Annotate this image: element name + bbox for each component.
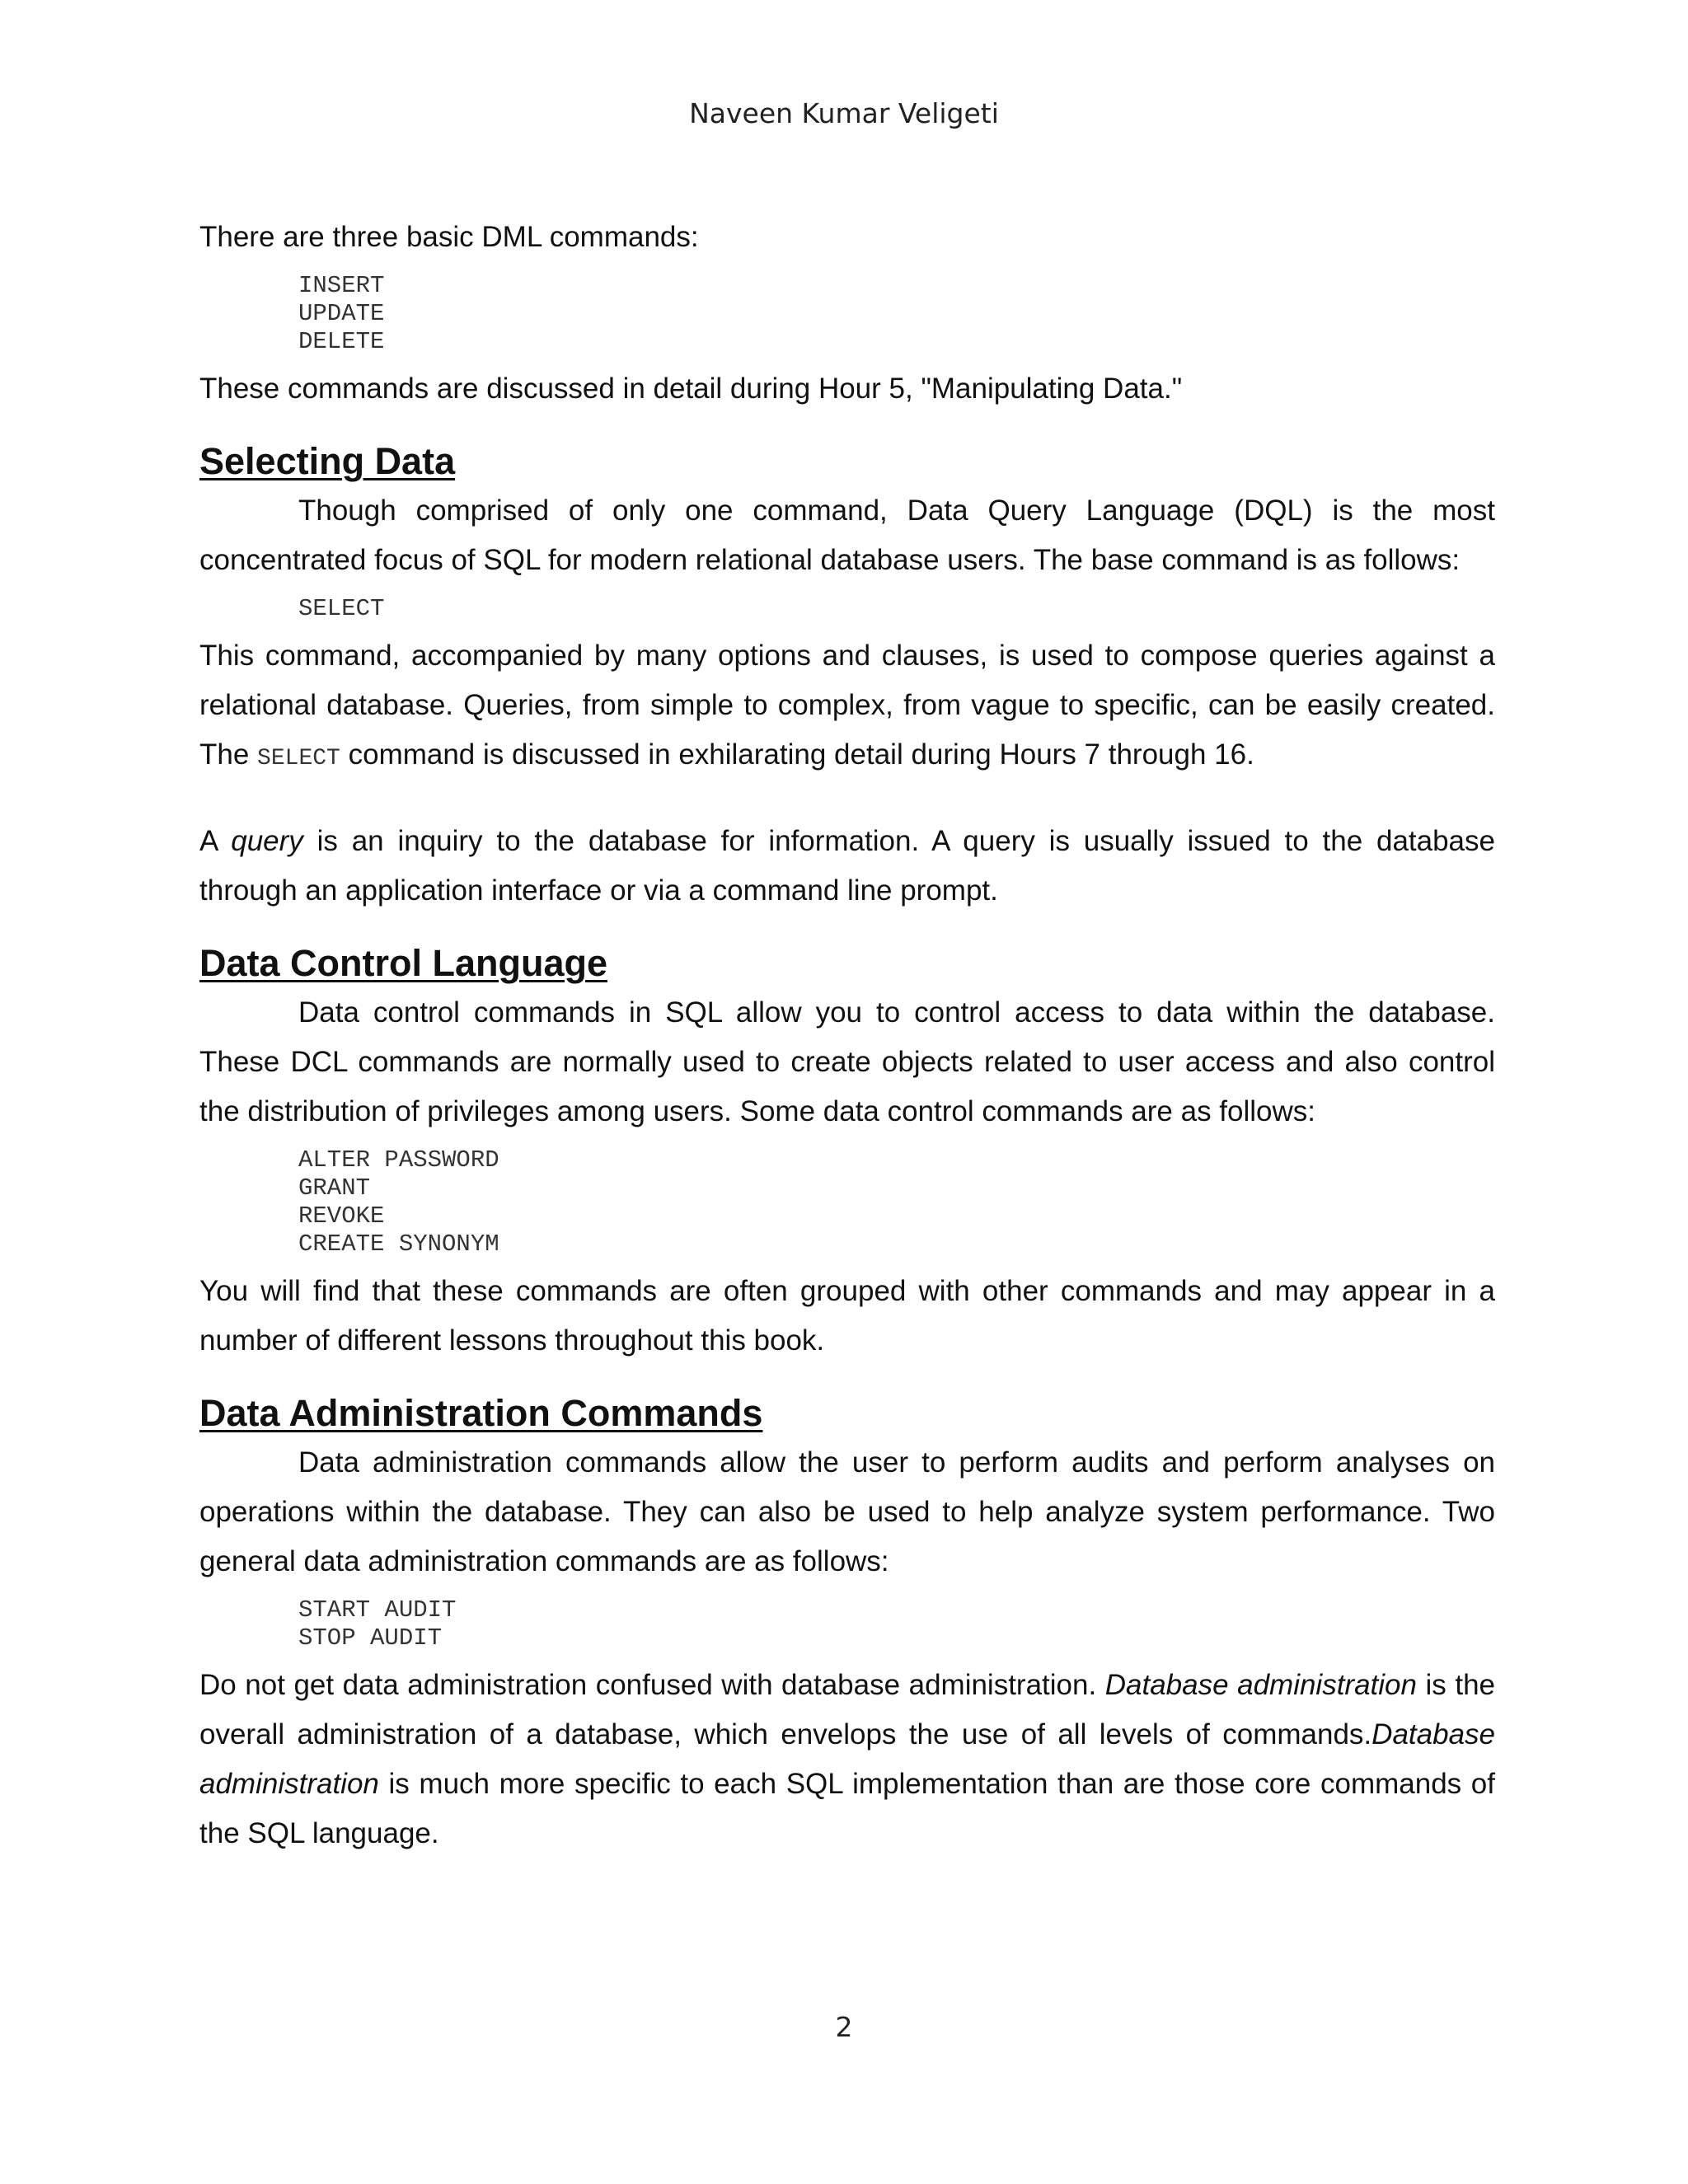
dcl-command-list <box>199 1146 1495 1258</box>
selecting-paragraph-1: Though comprised of only one command, Data Query Language (DQL) is the most concentrated focus of SQL for modern relational database users. The base command is as follows: <box>199 494 1495 576</box>
code-line: START AUDIT <box>298 1596 457 1624</box>
text-run: This command, accompanied by many options and clauses, is used to compose queries against a relational database. Queries, from simple to complex, from vague to specific, can be easily created. The <box>199 640 1495 771</box>
page-number: 2 <box>835 2011 853 2043</box>
code-line: INSERT <box>298 272 385 299</box>
code-line: GRANT <box>298 1174 371 1202</box>
dml-command-list <box>199 272 1495 356</box>
inline-code-select: SELECT <box>257 746 340 771</box>
dcl-paragraph-2: You will find that these commands are often grouped with other commands and may appear in a number of different lessons throughout this book. <box>199 1275 1495 1357</box>
emphasis-database-administration: Database administration <box>199 1718 1495 1800</box>
code-line: REVOKE <box>298 1202 385 1230</box>
code-line: ALTER PASSWORD <box>298 1146 499 1174</box>
page-header-author: Naveen Kumar Veligeti <box>689 97 999 129</box>
text-run: is the overall administration of a database, which envelops the use of all levels of commands. <box>199 1669 1495 1750</box>
section-heading-data-control-language: Data Control Language <box>199 942 608 984</box>
text-run: command is discussed in exhilarating detail during Hours 7 through 16. <box>340 738 1254 771</box>
admin-command-list <box>199 1596 1495 1652</box>
selecting-paragraph-2 <box>199 631 1495 784</box>
text-run: is much more specific to each SQL implementation than are those core commands of the SQL language. <box>199 1768 1495 1849</box>
dcl-paragraph-1: Data control commands in SQL allow you to control access to data within the database. These DCL commands are normally used to create objects related to user access and also control the distribution of privileges among users. Some data control commands are as follows: <box>199 996 1495 1127</box>
select-command-block <box>199 595 1495 623</box>
emphasis-query: query <box>231 825 303 857</box>
dml-intro: There are three basic DML commands: <box>199 221 699 253</box>
dml-after-paragraph: These commands are discussed in detail during Hour 5, "Manipulating Data." <box>199 373 1183 405</box>
text-run: A <box>199 825 232 857</box>
code-line: SELECT <box>298 595 385 622</box>
admin-paragraph-2 <box>199 1661 1495 1858</box>
code-line: DELETE <box>298 328 385 355</box>
page-content <box>199 213 1495 1858</box>
emphasis-database-administration: Database administration <box>1104 1669 1417 1701</box>
code-line: UPDATE <box>298 300 385 327</box>
text-run: Do not get data administration confused with database administration. <box>199 1669 1105 1701</box>
code-line: STOP AUDIT <box>298 1624 443 1652</box>
section-heading-data-administration-commands: Data Administration Commands <box>199 1392 763 1434</box>
section-heading-selecting-data: Selecting Data <box>199 440 456 482</box>
text-run: is an inquiry to the database for information. A query is usually issued to the database through an application interface or via a command line prompt. <box>199 825 1495 907</box>
code-line: CREATE SYNONYM <box>298 1230 499 1258</box>
selecting-paragraph-3 <box>199 817 1495 916</box>
admin-paragraph-1: Data administration commands allow the user to perform audits and perform analyses on operations within the database. They can also be used to help analyze system performance. Two general data administration commands are as follows: <box>199 1446 1495 1577</box>
